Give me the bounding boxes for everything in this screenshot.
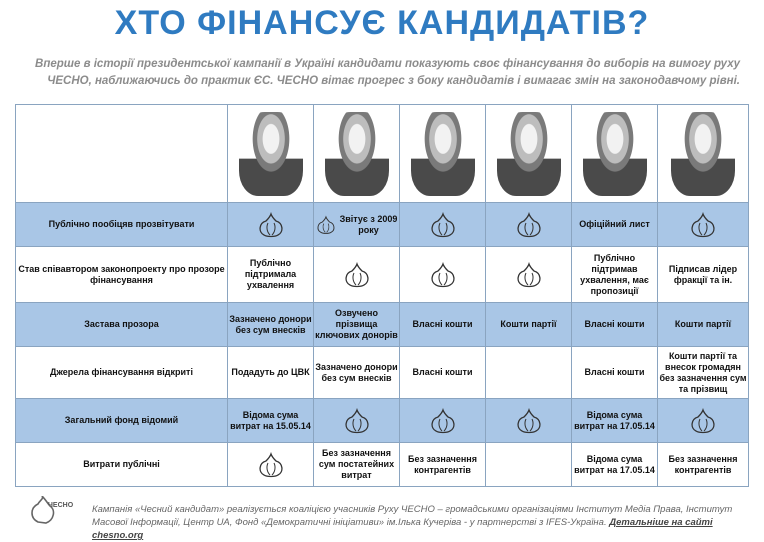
cell-text: Без зазначення контрагентів: [408, 453, 477, 475]
candidate-photo: [671, 112, 735, 196]
page-subtitle: Вперше в історії президентської кампанії в Україні кандидати показують своє фінансування до виборів на вимогу руху ЧЕСНО, наближаючись до практик ЄС. ЧЕСНО вітає прогрес з боку кандидатів і вимагає змін на законодавчому рівні.: [35, 58, 740, 87]
garlic-icon: [428, 408, 458, 434]
table-cell: [486, 347, 572, 399]
table-cell: [228, 399, 314, 443]
cell-text: Кошти партії та внесок громадян без зазначення сум та прізвищ: [659, 350, 747, 394]
cell-text: Кошти партії: [674, 319, 732, 329]
garlic-icon: [514, 408, 544, 434]
cell-text: Власні кошти: [584, 319, 645, 329]
candidate-photo: [325, 112, 389, 196]
garlic-icon: [688, 212, 718, 238]
cell-text: Озвучено прізвища ключових донорів: [315, 308, 398, 340]
cell-text: Без зазначення сум постатейних витрат: [318, 448, 395, 480]
table-row: [16, 303, 749, 347]
candidate-photo-cell: [572, 105, 658, 203]
table-cell: [572, 347, 658, 399]
row-label: Витрати публічні: [16, 443, 228, 487]
table-row: [16, 203, 749, 247]
candidate-photo-cell: [486, 105, 572, 203]
table-cell: [486, 303, 572, 347]
table-cell: [658, 303, 749, 347]
candidate-photo: [497, 112, 561, 196]
table-row: [16, 443, 749, 487]
footer: [92, 503, 752, 542]
table-cell: [486, 399, 572, 443]
table-cell: [314, 347, 400, 399]
table-cell: [658, 443, 749, 487]
row-label: Застава прозора: [16, 303, 228, 347]
table-cell: [658, 399, 749, 443]
table-cell: [572, 443, 658, 487]
cell-text: Власні кошти: [584, 367, 645, 377]
candidate-photo-cell: [400, 105, 486, 203]
table-cell: [572, 203, 658, 247]
table-cell: [400, 247, 486, 303]
garlic-icon: [342, 262, 372, 288]
photo-row: [16, 105, 749, 203]
table-cell: [572, 303, 658, 347]
table-cell: [228, 303, 314, 347]
cell-text: Звітує з 2009 року: [339, 213, 398, 235]
table-row: [16, 347, 749, 399]
row-label: Став співавтором законопроекту про прозоре фінансування: [16, 247, 228, 303]
table-cell: [228, 247, 314, 303]
table-cell: [314, 303, 400, 347]
cell-text: Власні кошти: [412, 367, 473, 377]
table-cell: [400, 399, 486, 443]
table-cell: [572, 247, 658, 303]
candidate-photo-cell: [228, 105, 314, 203]
candidate-photo: [583, 112, 647, 196]
footer-text: Кампанія «Чесний кандидат» реалізується коаліцією учасників Руху ЧЕСНО – громадськими організаціями Інститут Медіа Права, Інститут Масової Інформації, Центр UA, Фонд «Демократичні ініціативи» ім.Ілька Кучеріва - у партнерстві з IFES-Україна.: [92, 504, 733, 528]
table-cell: [486, 247, 572, 303]
cell-text: Зазначено донори без сум внесків: [315, 361, 398, 383]
cell-text: Підписав лідер фракції та ін.: [668, 263, 738, 285]
row-label: Публічно пообіцяв прозвітувати: [16, 203, 228, 247]
table-cell: [314, 399, 400, 443]
table-row: [16, 399, 749, 443]
table-cell: [314, 203, 400, 247]
footer-link[interactable]: Детальніше на сайті chesno.org: [92, 517, 713, 541]
header-empty-cell: [16, 105, 228, 203]
table-cell: [400, 303, 486, 347]
cell-text: Відома сума витрат на 17.05.14: [574, 453, 655, 475]
garlic-icon: [514, 212, 544, 238]
table-cell: [658, 203, 749, 247]
garlic-icon: [256, 452, 286, 478]
garlic-icon: [342, 408, 372, 434]
garlic-icon: [428, 212, 458, 238]
garlic-icon: [256, 212, 286, 238]
table-cell: [400, 347, 486, 399]
table-cell: [486, 203, 572, 247]
table-cell: [658, 347, 749, 399]
cell-text: Публічно підтримала ухвалення: [244, 258, 297, 290]
cell-text: Публічно підтримав ухвалення, має пропозиції: [580, 252, 649, 296]
table-cell: [572, 399, 658, 443]
garlic-icon: [688, 408, 718, 434]
table-cell: [314, 247, 400, 303]
candidate-photo-cell: [658, 105, 749, 203]
cell-text: Без зазначення контрагентів: [668, 453, 738, 475]
candidate-photo: [411, 112, 475, 196]
table-row: [16, 247, 749, 303]
table-cell: [658, 247, 749, 303]
row-label: Джерела фінансування відкриті: [16, 347, 228, 399]
garlic-icon: [514, 262, 544, 288]
table-cell: [400, 203, 486, 247]
table-cell: [486, 443, 572, 487]
cell-text: Подадуть до ЦВК: [231, 367, 310, 377]
table-cell: [228, 347, 314, 399]
table-cell: [400, 443, 486, 487]
chesno-logo-icon: [28, 496, 84, 526]
cell-text: Власні кошти: [412, 319, 473, 329]
cell-text: Відома сума витрат на 15.05.14: [230, 409, 311, 431]
cell-text: Відома сума витрат на 17.05.14: [574, 409, 655, 431]
cell-text: Кошти партії: [500, 319, 557, 329]
comparison-table: [15, 104, 749, 487]
garlic-icon: [315, 212, 337, 238]
garlic-icon: [428, 262, 458, 288]
candidate-photo-cell: [314, 105, 400, 203]
table-cell: [314, 443, 400, 487]
cell-text: Зазначено донори без сум внесків: [229, 313, 312, 335]
candidate-photo: [239, 112, 303, 196]
logo-text: ЧЕСНО: [48, 502, 74, 509]
page-title: ХТО ФІНАНСУЄ КАНДИДАТІВ?: [114, 4, 650, 42]
table-cell: [228, 443, 314, 487]
table-cell: [228, 203, 314, 247]
row-label: Загальний фонд відомий: [16, 399, 228, 443]
cell-text: Офіційний лист: [579, 219, 650, 229]
